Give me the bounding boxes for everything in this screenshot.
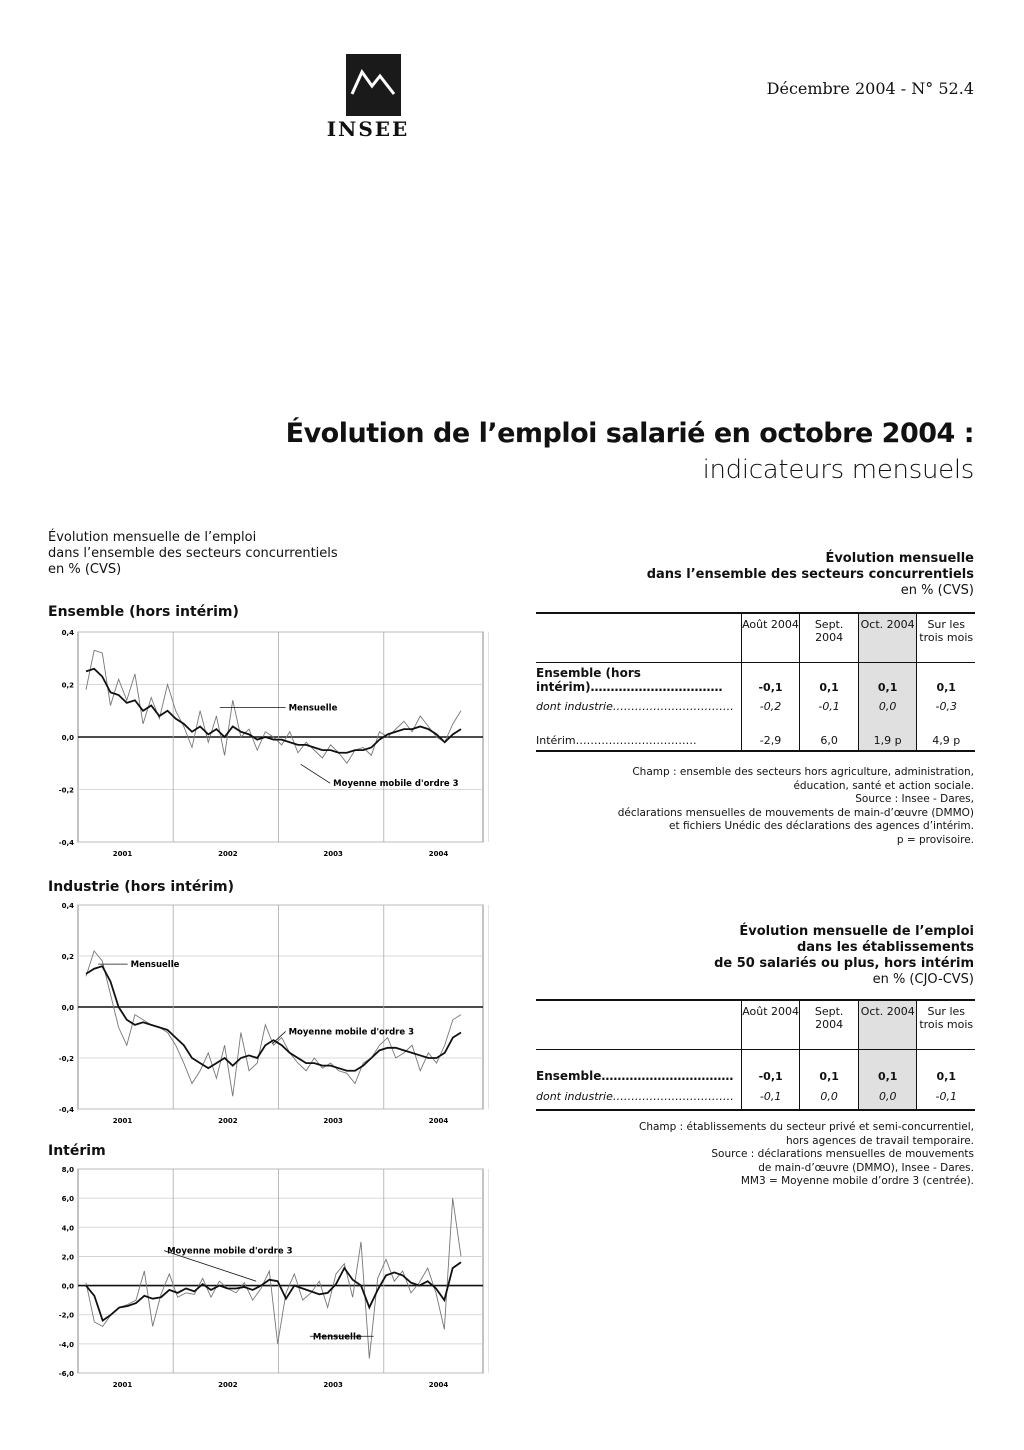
table2-cell: 0,0 (858, 1083, 917, 1109)
table1-row-ensemble (536, 662, 975, 694)
table1-cell: 0,1 (917, 662, 975, 694)
table1-row-interim (536, 718, 975, 750)
y-tick-label: -0,4 (58, 1106, 74, 1114)
x-tick-label: 2002 (218, 1117, 238, 1125)
left-title-line-2: dans l’ensemble des secteurs concurrentiels (48, 546, 338, 561)
table1-col-sept: Sept. 2004 (800, 614, 859, 662)
series-line-mensuelle (86, 951, 461, 1096)
table2-header-row (536, 1001, 975, 1049)
insee-logo-mark (346, 54, 401, 116)
series-line-mensuelle (86, 650, 461, 763)
table1-col-oct: Oct. 2004 (858, 614, 917, 662)
annotation-label: Mensuelle (312, 1332, 362, 1343)
table2-title (714, 924, 974, 988)
annotation-pointer (301, 764, 330, 783)
chart-ensemble (44, 626, 489, 864)
table1-cell: -0,2 (741, 694, 800, 718)
table2-col-sept: Sept. 2004 (800, 1001, 859, 1049)
table1-title-line-2: dans l’ensemble des secteurs concurrentiels (646, 567, 974, 582)
chart-1-title: Ensemble (hors intérim) (48, 604, 239, 620)
table2-title-line-4: en % (CJO-CVS) (872, 972, 974, 987)
x-tick-label: 2001 (112, 850, 133, 858)
y-tick-label: 8,0 (61, 1166, 74, 1174)
table1-note-line: éducation, santé et action sociale. (793, 779, 974, 792)
table1-title (647, 551, 974, 599)
y-tick-label: 0,2 (61, 953, 74, 961)
y-tick-label: 6,0 (61, 1195, 74, 1204)
chart-interim (44, 1163, 489, 1395)
table2-col-aout: Août 2004 (741, 1001, 800, 1049)
insee-logo-text: INSEE (326, 117, 410, 141)
table1-cell: 6,0 (800, 718, 859, 750)
y-tick-label: 0,2 (61, 681, 74, 690)
y-tick-label: -4,0 (58, 1340, 74, 1349)
table1-note-line: Champ : ensemble des secteurs hors agriculture, administration, (632, 766, 974, 778)
table2-note-line: Champ : établissements du secteur privé et semi-concurrentiel, (638, 1121, 974, 1133)
table1-col-aout: Août 2004 (741, 614, 800, 662)
x-tick-label: 2003 (323, 1381, 343, 1389)
chart-industrie (44, 899, 489, 1131)
table1-row-label: Intérim…………………………… (536, 734, 697, 747)
table2 (536, 999, 975, 1111)
table1-notes (618, 766, 974, 847)
table2-cell: 0,1 (800, 1049, 859, 1083)
table1-cell: -0,1 (800, 694, 859, 718)
y-tick-label: 0,0 (61, 1282, 74, 1291)
table1-row-industrie (536, 694, 975, 718)
table2-cell: -0,1 (917, 1083, 975, 1109)
left-title-line-3: en % (CVS) (48, 562, 122, 577)
x-tick-label: 2004 (428, 850, 449, 858)
y-tick-label: 0,4 (61, 629, 74, 637)
table1-cell: 0,1 (858, 662, 917, 694)
table2-title-line-2: dans les établissements (796, 940, 974, 955)
y-tick-label: -6,0 (58, 1370, 74, 1378)
table1-row-label: dont industrie…………………………… (536, 699, 734, 713)
left-section-title (48, 530, 338, 578)
logo-graphic (346, 54, 401, 116)
table2-cell: -0,1 (741, 1049, 800, 1083)
x-tick-label: 2004 (428, 1381, 449, 1389)
annotation-label: Moyenne mobile d'ordre 3 (288, 1027, 415, 1038)
table1-header-row (536, 614, 975, 662)
table1-cell: 1,9 p (858, 718, 917, 750)
table1-cell: -0,3 (917, 694, 975, 718)
table2-note-line: MM3 = Moyenne mobile d’ordre 3 (centrée). (740, 1175, 974, 1187)
y-tick-label: 0,0 (61, 1004, 74, 1012)
table2-row-ensemble (536, 1049, 975, 1083)
table1-note-line: déclarations mensuelles de mouvements de main-d’œuvre (DMMO) (617, 806, 974, 819)
table2-cell: 0,0 (800, 1083, 859, 1109)
table2-notes (639, 1121, 974, 1189)
table1-title-line-1: Évolution mensuelle (825, 551, 974, 566)
annotation-label: Moyenne mobile d'ordre 3 (333, 779, 459, 790)
table1-col-trois-mois: Sur les trois mois (917, 614, 975, 662)
table2-note-line: de main-d’œuvre (DMMO), Insee - Dares. (758, 1161, 974, 1174)
table2-title-line-3: de 50 salariés ou plus, hors intérim (714, 956, 974, 971)
x-tick-label: 2003 (323, 850, 343, 858)
y-tick-label: -0,2 (58, 786, 74, 795)
y-tick-label: -2,0 (58, 1311, 74, 1320)
table1-note-line: Source : Insee - Dares, (855, 793, 974, 805)
table2-col-oct: Oct. 2004 (858, 1001, 917, 1049)
series-line-moyenne-mobile (86, 966, 461, 1071)
table2-note-line: hors agences de travail temporaire. (785, 1134, 974, 1147)
table2-title-line-1: Évolution mensuelle de l’emploi (739, 924, 974, 939)
y-tick-label: 0,4 (61, 902, 74, 910)
x-tick-label: 2004 (428, 1117, 449, 1125)
chart-2-title: Industrie (hors intérim) (48, 879, 234, 895)
annotation-label: Moyenne mobile d'ordre 3 (167, 1246, 293, 1257)
page-title: Évolution de l’emploi salarié en octobre 2004 : (285, 418, 974, 449)
table2-cell: 0,1 (917, 1049, 975, 1083)
series-line-moyenne-mobile (86, 669, 461, 753)
issue-date: Décembre 2004 - N° 52.4 (766, 79, 974, 98)
table2-row-label: dont industrie…………………………… (536, 1089, 734, 1103)
table1-cell: 0,0 (858, 694, 917, 718)
table2-note-line: Source : déclarations mensuelles de mouvements (711, 1148, 974, 1160)
table1-note-line: et fichiers Unédic des déclarations des agences d’intérim. (669, 820, 974, 832)
table1 (536, 612, 975, 752)
plot-frame (78, 1169, 483, 1373)
x-tick-label: 2003 (323, 1117, 343, 1125)
series-line-moyenne-mobile (86, 1262, 461, 1320)
y-tick-label: -0,2 (58, 1055, 74, 1063)
table1-cell: -0,1 (741, 662, 800, 694)
table2-cell: -0,1 (741, 1083, 800, 1109)
chart-3-title: Intérim (48, 1143, 106, 1159)
x-tick-label: 2002 (218, 850, 238, 858)
table1-cell: 4,9 p (917, 718, 975, 750)
page-subtitle: indicateurs mensuels (702, 455, 974, 485)
annotation-label: Mensuelle (130, 960, 180, 971)
y-tick-label: 2,0 (61, 1253, 74, 1262)
y-tick-label: 0,0 (61, 734, 74, 742)
table2-row-label: Ensemble…………………………… (536, 1049, 741, 1083)
table2-cell: 0,1 (858, 1049, 917, 1083)
x-tick-label: 2002 (218, 1381, 238, 1389)
table1-cell: -2,9 (741, 718, 800, 750)
table1-note-line: p = provisoire. (896, 833, 974, 846)
table1-title-line-3: en % (CVS) (900, 583, 974, 598)
left-title-line-1: Évolution mensuelle de l’emploi (48, 530, 257, 545)
table1-row-label: Ensemble (hors intérim)…………………………… (536, 662, 741, 694)
x-tick-label: 2001 (112, 1381, 133, 1389)
table2-col-trois-mois: Sur les trois mois (917, 1001, 975, 1049)
annotation-label: Mensuelle (288, 703, 338, 714)
y-tick-label: 4,0 (61, 1224, 74, 1233)
x-tick-label: 2001 (112, 1117, 133, 1125)
table2-row-industrie (536, 1083, 975, 1109)
table1-cell: 0,1 (800, 662, 859, 694)
y-tick-label: -0,4 (58, 839, 74, 847)
